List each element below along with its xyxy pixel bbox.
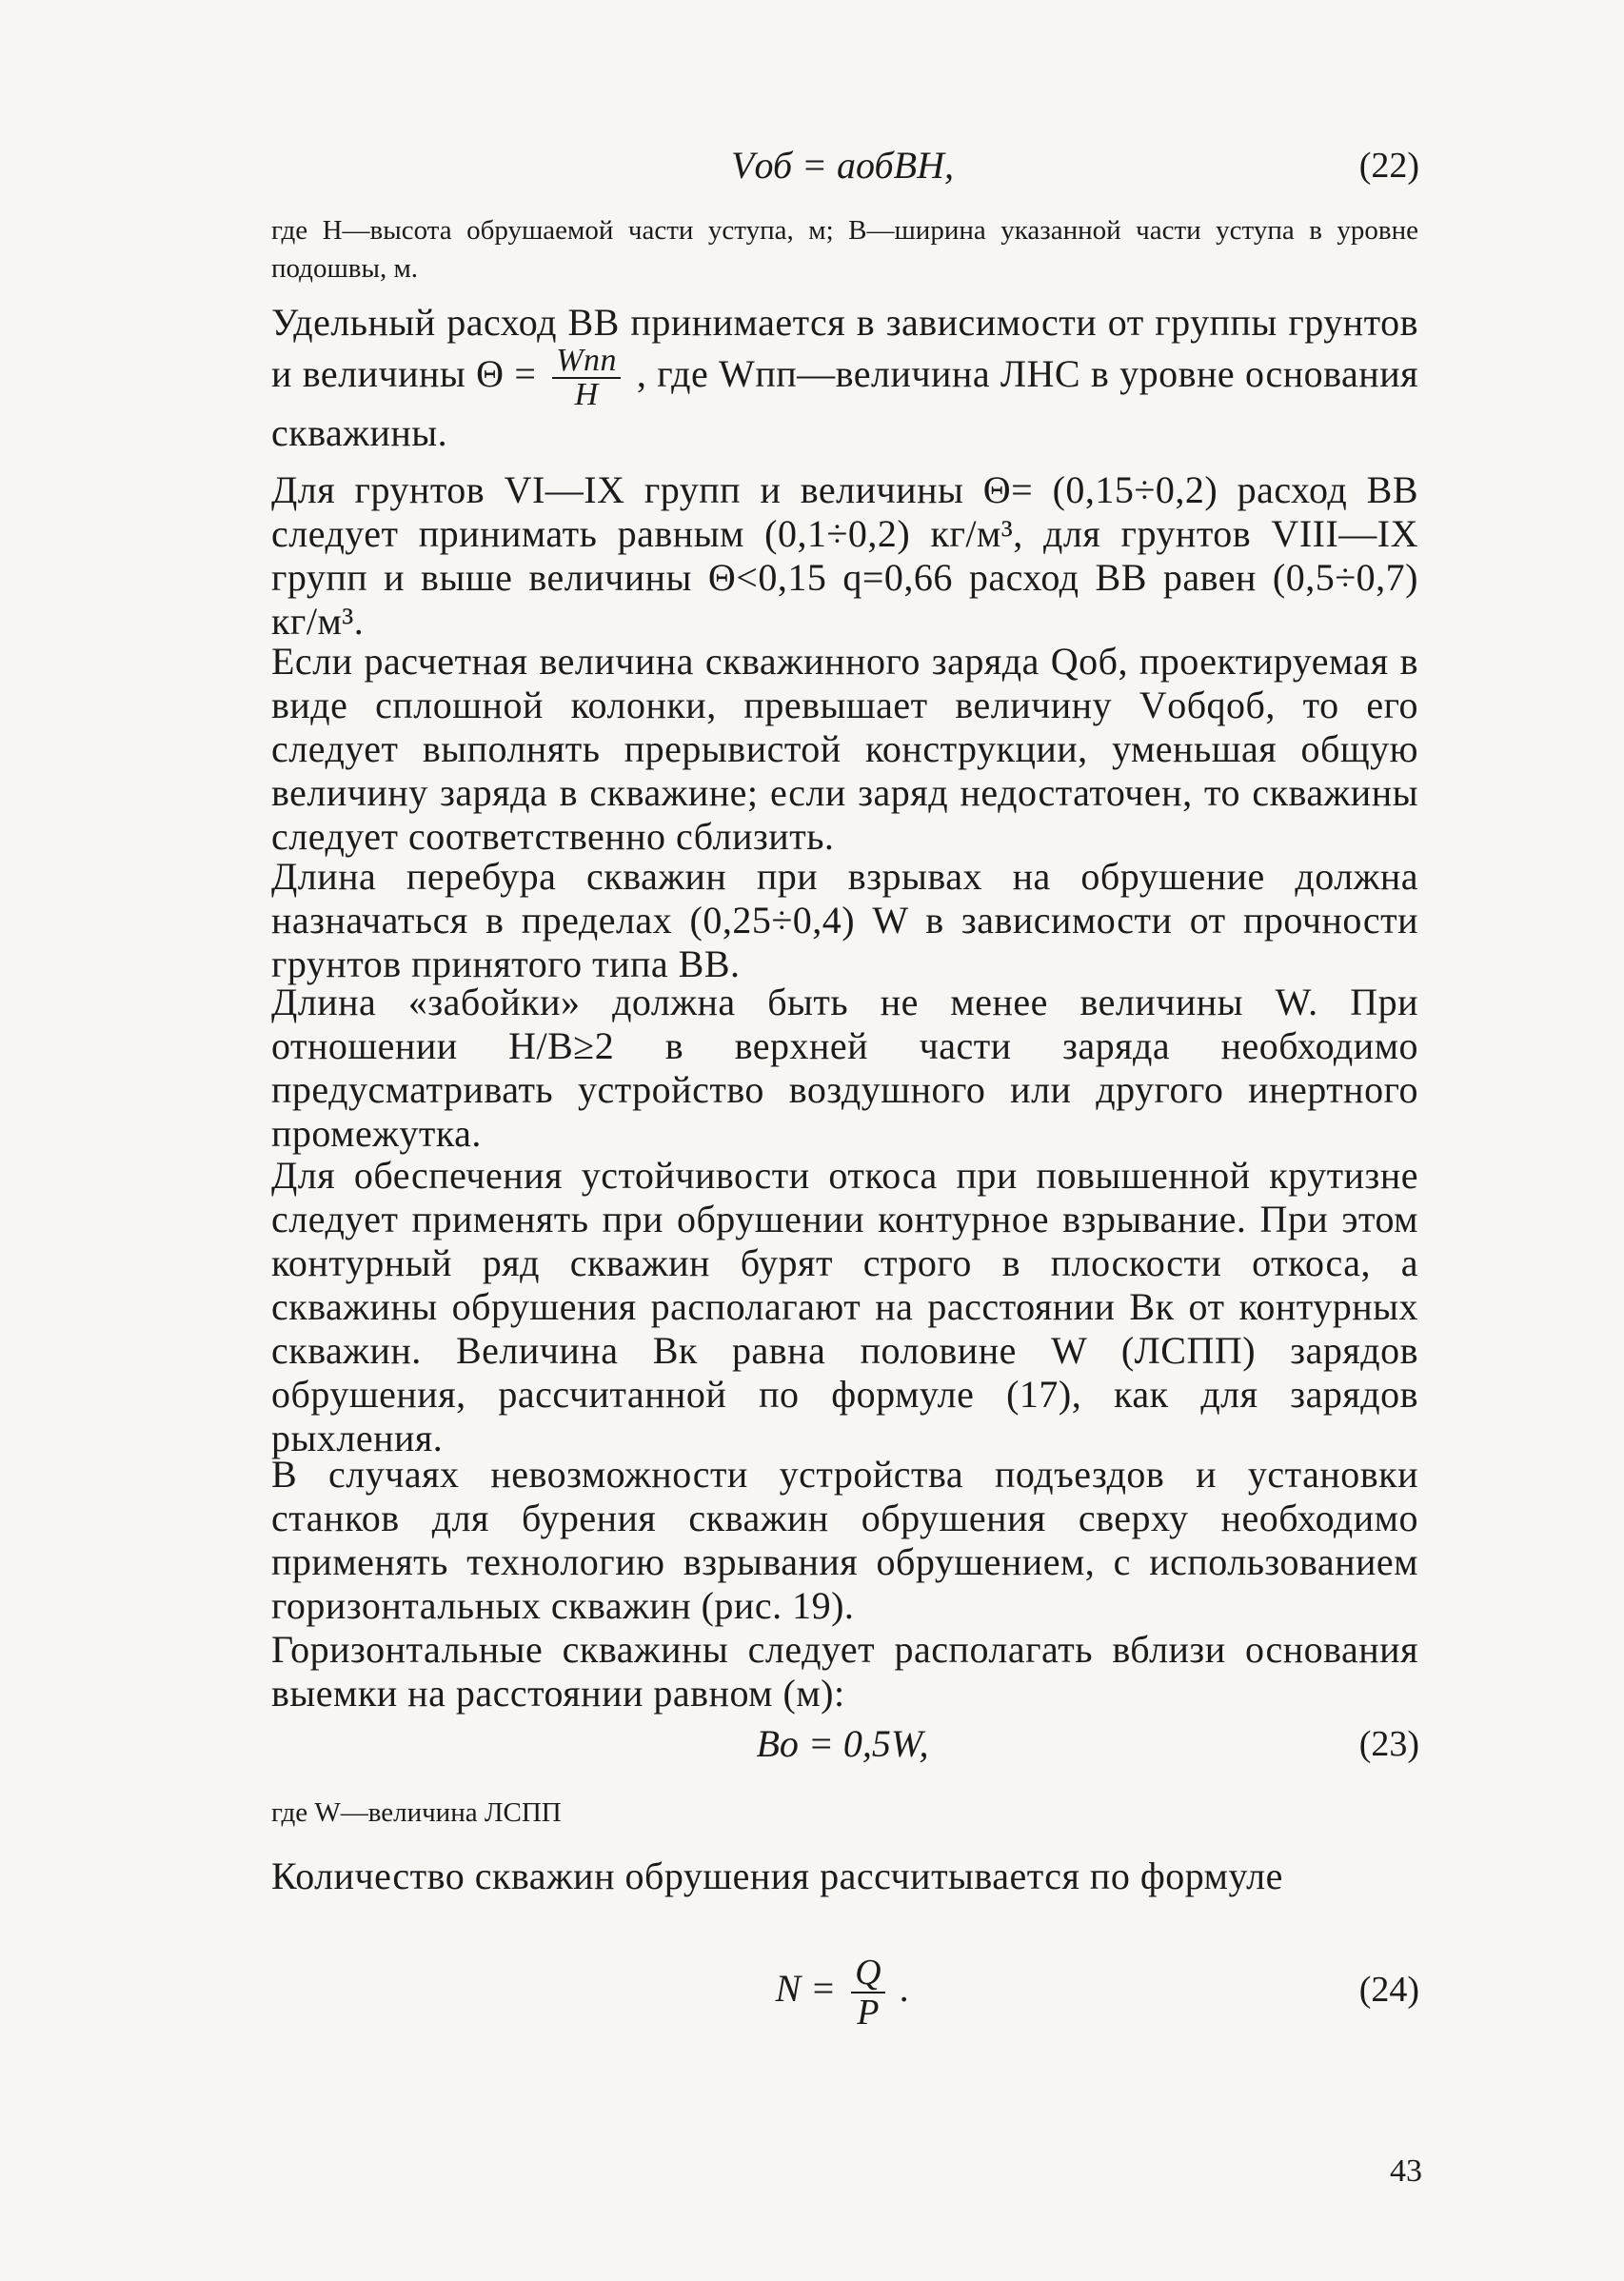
- paragraph-stemming-length: Длина «забойки» должна быть не менее величины W. При отношении H/B≥2 в верхней части заряда необходимо предусматривать устройство воздушного или другого инертного промежутка.: [271, 981, 1418, 1155]
- fraction-numerator: Wпп: [552, 345, 621, 379]
- formula-22-expression: Vоб = aобBH,: [731, 144, 954, 187]
- paragraph-1-continuation: , где Wпп—величина ЛНС в уровне основания скважины.: [271, 352, 1418, 454]
- equation-number-23: (23): [1358, 1724, 1419, 1764]
- formula-23: [267, 1721, 1418, 1766]
- formula-24-numerator: Q: [851, 1954, 884, 1993]
- paragraph-horizontal-technology: В случаях невозможности устройства подъездов и установки станков для бурения скважин обрушения сверху необходимо применять технологию взрывания обрушением, с использованием горизонтальных скважин (рис. 19).: [271, 1453, 1418, 1627]
- note-formula-22: где H—высота обрушаемой части уступа, м; B—ширина указанной части уступа в уровне подошвы, м.: [271, 215, 1418, 284]
- formula-24-denominator: P: [857, 1993, 880, 2033]
- theta-fraction: [552, 345, 621, 411]
- paragraph-borehole-charge: Если расчетная величина скважинного заряда Qоб, проектируемая в виде сплошной колонки, превышает величину Vобqоб, то его следует выполнять прерывистой конструкции, уменьшая общую величину заряда в скважине; если заряд недостаточен, то скважины следует соответственно сблизить.: [271, 640, 1418, 858]
- formula-24: [267, 1954, 1418, 2032]
- paragraph-soil-groups: Для грунтов VI—IX групп и величины Θ= (0,15÷0,2) расход ВВ следует принимать равным (0,1÷0,2) кг/м³, для грунтов VIII—IX групп и выше величины Θ<0,15 q=0,66 расход ВВ равен (0,5÷0,7) кг/м³.: [271, 468, 1418, 643]
- paragraph-horizontal-boreholes: Горизонтальные скважины следует располагать вблизи основания выемки на расстоянии равном (м):: [271, 1628, 1418, 1715]
- note-formula-23: где W—величина ЛСПП: [271, 1797, 562, 1828]
- formula-24-lhs: N =: [775, 1967, 837, 2011]
- formula-22: [267, 143, 1418, 188]
- paragraph-borehole-count: Количество скважин обрушения рассчитывается по формуле: [271, 1855, 1283, 1897]
- formula-23-expression: Bо = 0,5W,: [756, 1722, 929, 1765]
- equation-number-24: (24): [1358, 1970, 1419, 2010]
- paragraph-1-text: Удельный расход ВВ принимается в зависимости от группы грунтов и величины Θ =: [271, 301, 1418, 396]
- paragraph-slope-stability: Для обеспечения устойчивости откоса при повышенной крутизне следует применять при обрушении контурное взрывание. При этом контурный ряд скважин бурят строго в плоскости откоса, а скважины обрушения располагают на расстоянии Bк от контурных скважин. Величина Bк равна половине W (ЛСПП) зарядов обрушения, рассчитанной по формуле (17), как для зарядов рыхления.: [271, 1154, 1418, 1459]
- page-number: 43: [1390, 2153, 1422, 2189]
- formula-24-fraction: [851, 1954, 884, 2032]
- paragraph-specific-consumption: [271, 301, 1418, 455]
- fraction-denominator: H: [574, 377, 599, 412]
- paragraph-overdrill-length: Длина перебура скважин при взрывах на обрушение должна назначаться в пределах (0,25÷0,4) W в зависимости от прочности грунтов принятого типа ВВ.: [271, 855, 1418, 985]
- equation-number-22: (22): [1358, 146, 1419, 186]
- formula-24-tail: .: [900, 1967, 910, 2011]
